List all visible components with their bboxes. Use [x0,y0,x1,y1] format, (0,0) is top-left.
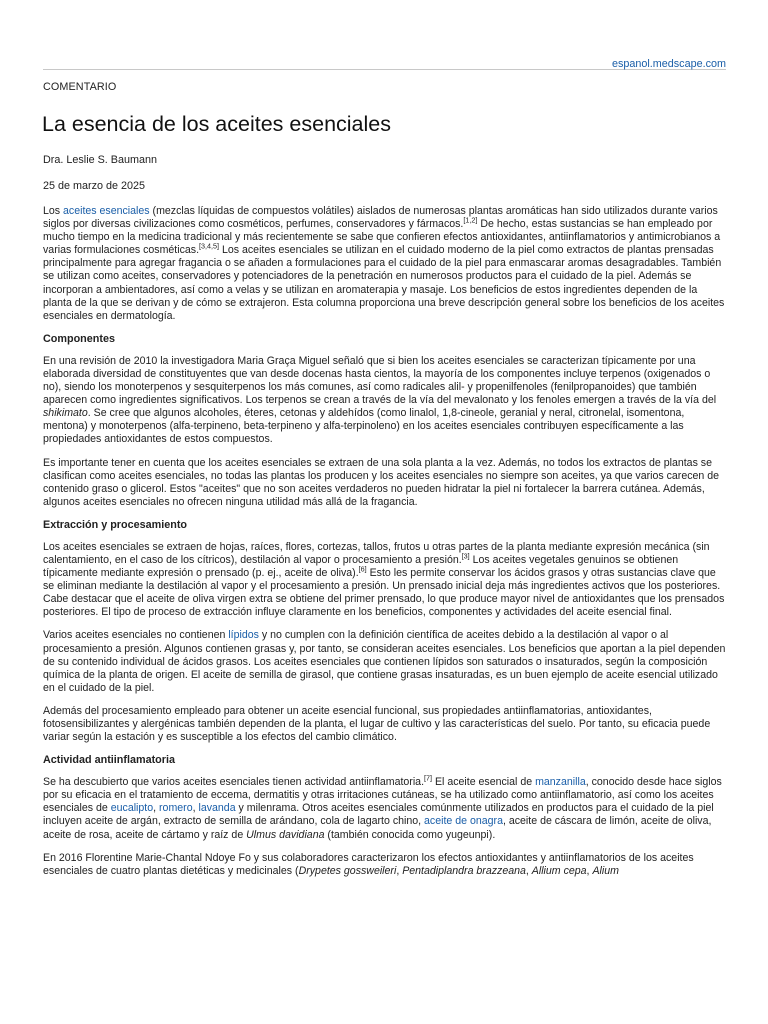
link-romero[interactable]: romero [159,802,193,815]
section-label: COMENTARIO [43,81,117,93]
extraccion-paragraph-1: Los aceites esenciales se extraen de hojas, raíces, flores, cortezas, tallos, frutos u otras partes de la planta mediante expresión mecánica (sin calentamiento, en el caso de los cítricos), destilación al vapor o procesamiento a presión.[3] Los aceites vegetales genuinos se obtienen típicamente mediante expresión o prensado (p. ej., aceite de oliva).[6] Esto les permite conservar los ácidos grasos y otras sustancias clave que se eliminan mediante la destilación al vapor y el procesamiento a presión. Un prensado inicial deja más ingredientes activos que los posteriores. Cabe destacar que el aceite de oliva virgen extra se obtiene del primer prensado, lo que produce mayor nivel de antioxidantes que los prensados posteriores. El tipo de proceso de extracción influye claramente en los beneficios, componentes y actividades del aceite esencial final. [43,540,725,619]
link-eucalipto[interactable]: eucalipto [110,802,154,815]
article-body [43,205,727,888]
reference-7[interactable]: [7] [424,773,433,783]
article-date: 25 de marzo de 2025 [43,180,146,192]
componentes-paragraph-1: En una revisión de 2010 la investigadora Maria Graça Miguel señaló que si bien los aceites esenciales se caracterizan típicamente por una elaborada diversidad de constituyentes que van desde docenas hasta cientos, la mayoría de los componentes incluye terpenos (oxigenados o no), siendo los monoterpenos y sesquiterpenos los más comunes, así como radicales alil- y propenilfenoles (fenilpropanoides) que también aparecen como ingredientes significativos. Los terpenos se crean a través de la vía del mevalonato y los fenoles emergen a través de la vía del shikimato. Se cree que algunos alcoholes, éteres, cetonas y aldehídos (como linalol, 1,8-cineole, geranial y neral, citronelal, isomentona, mentona) y monoterpenos (alfa-terpineno, beta-terpineno y alfa-terpinoleno) en los aceites esenciales contribuyen específicamente a las propiedades antioxidantes de estos compuestos. [43,354,717,446]
heading-actividad-antiinflamatoria: Actividad antiinflamatoria [43,754,175,767]
intro-paragraph: Los aceites esenciales (mezclas líquidas de compuestos volátiles) aislados de numerosas plantas aromáticas han sido utilizados durante varios siglos por diversas civilizaciones como cosméticos, perfumes, conservadores y fármacos.[1,2] De hecho, estas sustancias se han empleado por mucho tiempo en la medicina tradicional y más recientemente se sabe que confieren efectos antioxidantes, antiinflamatorios y antimicrobianos a varias formulaciones cosméticas.[3,4,5] Los aceites esenciales se utilizan en el cuidado moderno de la piel como extractos de plantas prensadas principalmente para agregar fragancia o se añaden a formulaciones para el cuidado de la piel para enmascarar aromas desagradables. También se utilizan como aceites, conservadores y potenciadores de la penetración en numerosos productos para el cuidado de la piel. Además se incorporan a ambientadores, así como a velas y se utilizan en aromaterapia y masaje. Los beneficios de estos ingredientes dependen de la planta de la que se derivan y de cómo se extrajeron. Esta columna proporciona una breve descripción general sobre los beneficios de los aceites esenciales en dermatología. [43,205,725,322]
article-title: La esencia de los aceites esenciales [42,112,391,136]
reference-6[interactable]: [6] [358,564,367,574]
extraccion-paragraph-2: Varios aceites esenciales no contienen lípidos y no cumplen con la definición científica de aceites debido a la destilación al vapor o al procesamiento a presión. Algunos contienen grasas y, por tanto, se consideran aceites esenciales. Los beneficios que aportan a la piel dependen de su contenido individual de ácidos grasos. Los aceites esenciales que contienen lípidos son saturados o insaturados, según la composición química de la planta de origen. El aceite de semilla de girasol, que contiene grasas insaturadas, es un buen ejemplo de aceite esencial utilizado en el cuidado de la piel. [43,629,726,694]
extraccion-paragraph-3: Además del procesamiento empleado para obtener un aceite esencial funcional, sus propiedades antiinflamatorias, antioxidantes, fotosensibilizantes y alergénicas también dependen de la planta, el lugar de cultivo y las características del suelo. Por tanto, su eficacia puede variar según la estación y es susceptible a los efectos del cambio climático. [43,704,711,744]
reference-3[interactable]: [3] [461,551,470,561]
actividad-paragraph-2: En 2016 Florentine Marie-Chantal Ndoye Fo y sus colaboradores caracterizaron los efectos antioxidantes y antiinflamatorios de los aceites esenciales de cuatro plantas dietéticas y medicinales (Drypetes gossweileri, Pentadiplandra brazzeana, Allium cepa, Alium [43,851,694,877]
reference-3-4-5[interactable]: [3,4,5] [199,241,220,251]
link-lipidos[interactable]: lípidos [228,629,259,642]
reference-1-2[interactable]: [1,2] [463,215,478,225]
heading-componentes: Componentes [43,332,115,345]
site-link[interactable]: espanol.medscape.com [611,58,726,70]
link-aceite-de-onagra[interactable]: aceite de onagra [424,815,503,828]
link-manzanilla[interactable]: manzanilla [535,776,586,789]
site-header [43,54,726,70]
link-aceites-esenciales[interactable]: aceites esenciales [63,205,150,217]
article-author[interactable]: Dra. Leslie S. Baumann [43,154,158,166]
link-lavanda[interactable]: lavanda [198,802,236,815]
componentes-paragraph-2: Es importante tener en cuenta que los aceites esenciales se extraen de una sola planta a la vez. Además, no todos los extractos de plantas se clasifican como aceites esenciales, no todas las plantas los producen y los aceites esenciales no siempre son aceites, ya que varios carecen de contenido graso o glicerol. Estos "aceites" que no son aceites verdaderos no pueden hidratar la piel ni fortalecer la barrera cutánea. Además, algunos aceites esenciales no ofrecen ninguna utilidad más allá de la fragancia. [43,456,720,508]
heading-extraccion: Extracción y procesamiento [43,518,188,531]
actividad-paragraph-1: Se ha descubierto que varios aceites esenciales tienen actividad antiinflamatoria.[7] El aceite esencial de manzanilla, conocido desde hace siglos por su eficacia en el tratamiento de eccema, dermatitis y otras irritaciones cutáneas, se ha utilizado como antiinflamatorio, así como los aceites esenciales de eucalipto, romero, lavanda y milenrama. Otros aceites esenciales comúnmente utilizados en productos para el cuidado de la piel incluyen aceite de argán, extracto de semilla de arándano, cola de lagarto chino, aceite de onagra, aceite de cáscara de limón, aceite de oliva, aceite de rosa, aceite de cártamo y raíz de Ulmus davidiana (también conocida como yugeunpi). [43,773,722,841]
